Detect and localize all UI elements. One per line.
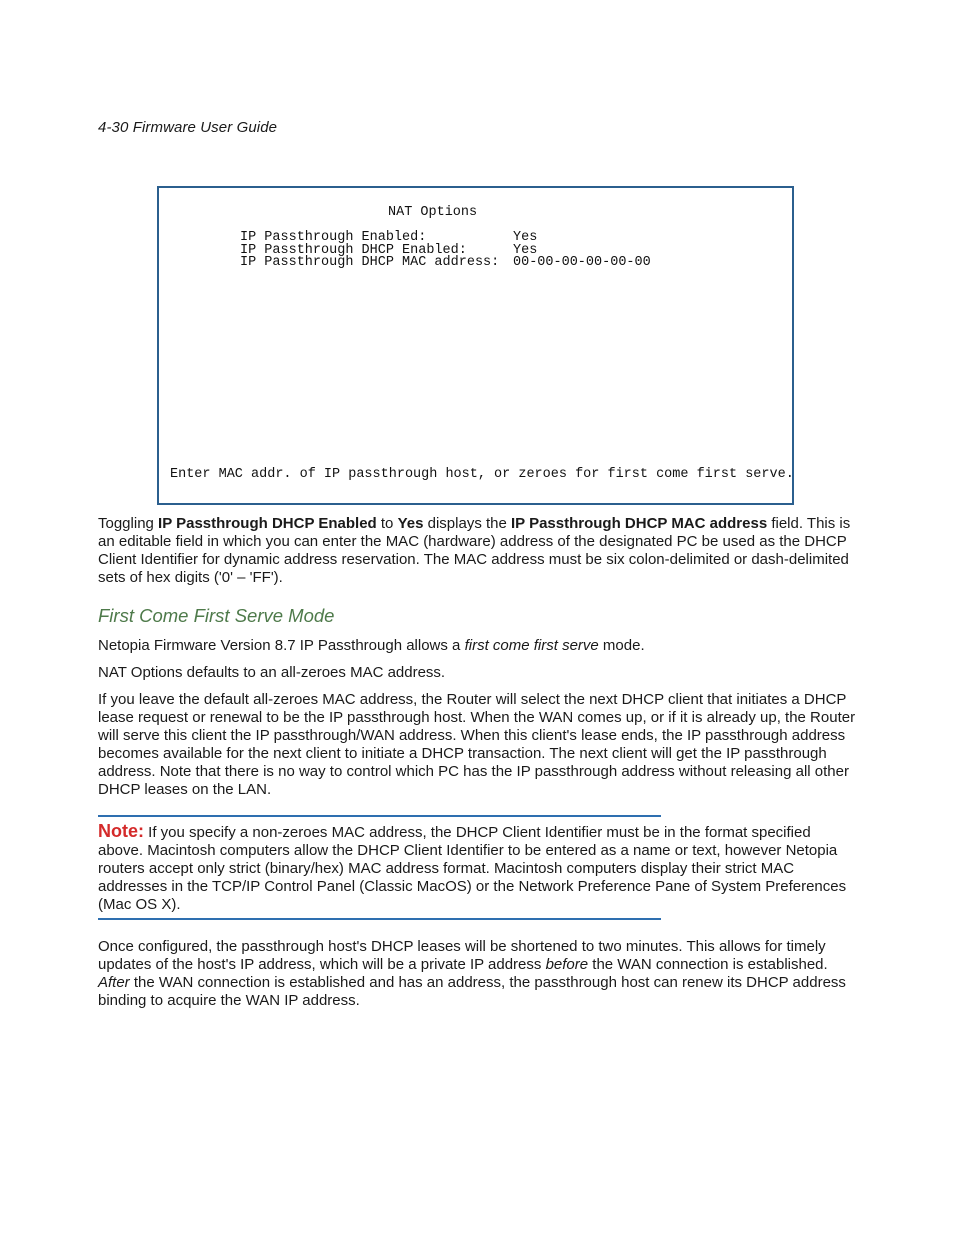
- para2-text-1: Netopia Firmware Version 8.7 IP Passthrough allows a: [98, 637, 465, 654]
- para1-text-1: Toggling: [98, 515, 159, 532]
- para2-text-2: mode.: [598, 637, 645, 654]
- note-bottom-rule: [98, 918, 661, 920]
- para5-text-3: the WAN connection is established and has an address, the passthrough host can renew its DHCP address binding to acquire the WAN IP address.: [98, 974, 846, 1009]
- field-label-dhcp-mac-address: IP Passthrough DHCP MAC address:: [240, 255, 500, 270]
- para1-bold-1: IP Passthrough DHCP Enabled: [158, 515, 377, 532]
- para1-text-4: field. This is an editable field in which you can enter the MAC (hardware) address of the designated PC be used as the DHCP Client Identifier for dynamic address reservation. The MAC address must be six colon-delimited or dash-delimited sets of hex digits ('0' – 'FF').: [98, 515, 851, 586]
- paragraph-all-zeroes: If you leave the default all-zeroes MAC address, the Router will select the next DHCP client that initiates a DHCP lease request or renewal to be the IP passthrough host. When the WAN comes up, or if it is already up, the Router will serve this client the IP passthrough/WAN address. When this client's lease ends, the IP passthrough address becomes available for the next client to initiate a DHCP transaction. The next client will get the IP passthrough address. Note that there is no way to control which PC has the IP passthrough address without releasing all other DHCP leases on the LAN.: [98, 691, 856, 798]
- section-heading: First Come First Serve Mode: [98, 605, 335, 626]
- para2-italic: first come first serve: [464, 637, 599, 654]
- note-block: [98, 822, 858, 914]
- paragraph-version: [98, 637, 858, 655]
- field-label-dhcp-enabled: IP Passthrough DHCP Enabled:: [240, 243, 467, 258]
- paragraph-toggling: [98, 515, 858, 587]
- note-top-rule: [98, 815, 661, 817]
- field-value-dhcp-enabled[interactable]: Yes: [513, 243, 538, 258]
- note-label: Note:: [98, 821, 144, 841]
- field-value-dhcp-mac-address[interactable]: 00-00-00-00-00-00: [513, 255, 651, 270]
- para5-text-1: Once configured, the passthrough host's DHCP leases will be shortened to two minutes. This allows for timely updates of the host's IP address, which will be a private IP address: [98, 938, 826, 973]
- para1-bold-2: Yes: [397, 515, 424, 532]
- terminal-title: NAT Options: [388, 205, 478, 220]
- nat-options-terminal: [157, 186, 794, 505]
- para1-text-3: displays the: [423, 515, 511, 532]
- paragraph-defaults: NAT Options defaults to an all-zeroes MAC address.: [98, 664, 446, 681]
- para5-italic-1: before: [545, 956, 589, 973]
- para5-text-2: the WAN connection is established.: [588, 956, 828, 973]
- para1-bold-3: IP Passthrough DHCP MAC address: [511, 515, 768, 532]
- running-head: 4-30 Firmware User Guide: [98, 119, 278, 136]
- field-label-ip-passthrough-enabled: IP Passthrough Enabled:: [240, 230, 427, 245]
- note-text: If you specify a non-zeroes MAC address, the DHCP Client Identifier must be in the format specified above. Macintosh computers allow the DHCP Client Identifier to be entered as a name or text, however Netopia routers accept only strict (binary/hex) MAC address format. Macintosh computers display their strict MAC addresses in the TCP/IP Control Panel (Classic MacOS) or the Network Preference Pane of System Preferences (Mac OS X).: [98, 824, 847, 913]
- para5-italic-2: After: [98, 974, 130, 991]
- paragraph-once-configured: [98, 938, 858, 1010]
- terminal-prompt: Enter MAC addr. of IP passthrough host, or zeroes for first come first serve.: [170, 467, 794, 482]
- para1-text-2: to: [376, 515, 398, 532]
- field-value-ip-passthrough-enabled[interactable]: Yes: [513, 230, 538, 245]
